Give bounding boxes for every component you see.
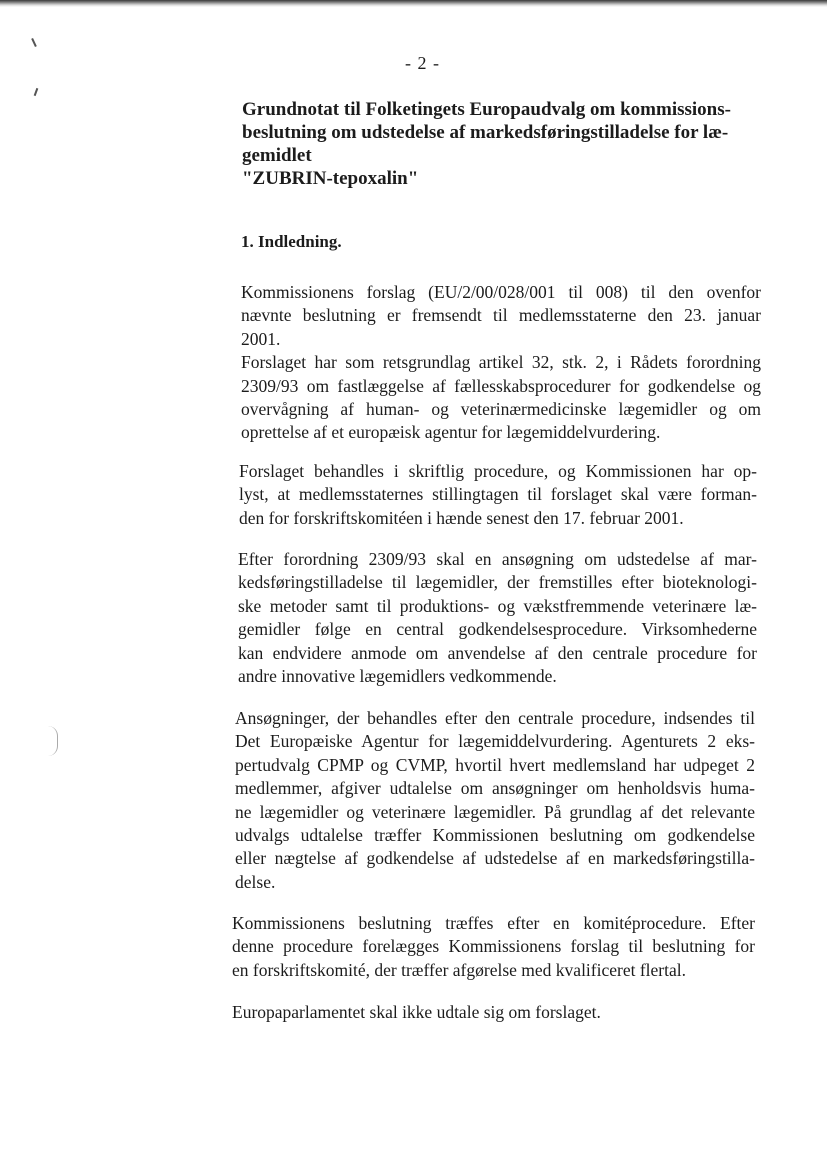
paragraph-proposal	[241, 281, 761, 445]
paragraph-line: 2001.	[241, 328, 281, 349]
paragraph-regulation	[238, 548, 757, 688]
paragraph-line: kan endvidere anmode om anvendelse af den centrale procedure for	[238, 642, 757, 663]
paragraph-line: denne procedure forelægges Kommissionens forslag til beslutning for	[232, 936, 755, 957]
section-heading: 1. Indledning.	[241, 232, 342, 251]
title-line: beslutning om udstedelse af markedsføringstilladelse for læ-	[242, 122, 729, 143]
title-line: "ZUBRIN-tepoxalin"	[242, 168, 419, 189]
paragraph-line: 2309/93 om fastlæggelse af fællesskabsprocedurer for godkendelse og	[241, 375, 761, 396]
document-title	[242, 98, 767, 190]
paragraph-committee	[232, 912, 755, 982]
paragraph-line: gemidler følge en central godkendelsesprocedure. Virksomhederne	[238, 619, 757, 640]
paragraph-line: udvalgs udtalelse træffer Kommissionen beslutning om godkendelse	[235, 825, 755, 846]
title-line: gemidlet	[242, 145, 312, 166]
paragraph-line: Kommissionens beslutning træffes efter en komitéprocedure. Efter	[232, 913, 755, 933]
paragraph-line: overvågning af human- og veterinærmedicinske lægemidler og om	[241, 399, 761, 420]
paragraph-line: ne lægemidler og veterinære lægemidler. På grundlag af det relevante	[235, 801, 755, 822]
paragraph-line: eller nægtelse af godkendelse af udstedelse af en markedsføringstilla-	[235, 848, 755, 869]
paragraph-line: Kommissionens forslag (EU/2/00/028/001 til 008) til den ovenfor	[241, 282, 761, 302]
paragraph-procedure	[239, 460, 757, 530]
margin-mark-bracket	[48, 726, 58, 756]
paragraph-line: kedsføringstilladelse til lægemidler, der fremstilles efter bioteknologi-	[238, 572, 757, 593]
paragraph-line: andre innovative lægemidlers vedkommende.	[238, 666, 557, 687]
paragraph-line: den for forskriftskomitéen i hænde senest den 17. februar 2001.	[239, 507, 684, 528]
paragraph-line: lyst, at medlemsstaternes stillingtagen til forslaget skal være forman-	[239, 484, 757, 505]
paragraph-line: medlemmer, afgiver udtalelse om ansøgninger om henholdsvis huma-	[235, 778, 755, 799]
paragraph-line: nævnte beslutning er fremsendt til medlemsstaterne den 23. januar	[241, 305, 761, 326]
paragraph-line: pertudvalg CPMP og CVMP, hvortil hvert medlemsland har udpeget 2	[235, 754, 755, 775]
paragraph-line: Efter forordning 2309/93 skal en ansøgning om udstedelse af mar-	[238, 549, 757, 569]
paragraph-line: Forslaget behandles i skriftlig procedure, og Kommissionen har op-	[239, 461, 757, 481]
paragraph-parliament	[232, 1001, 752, 1024]
scan-top-edge	[0, 0, 827, 7]
paragraph-line: en forskriftskomité, der træffer afgørelse med kvalificeret flertal.	[232, 959, 687, 980]
paragraph-line: Europaparlamentet skal ikke udtale sig om forslaget.	[232, 1002, 601, 1022]
paragraph-line: Det Europæiske Agentur for lægemiddelvurdering. Agenturets 2 eks-	[235, 731, 755, 752]
page-number: - 2 -	[405, 53, 440, 73]
paragraph-line: delse.	[235, 871, 276, 892]
margin-mark-lower	[34, 88, 39, 96]
paragraph-line: Ansøgninger, der behandles efter den centrale procedure, indsendes til	[235, 708, 755, 728]
paragraph-line: Forslaget har som retsgrundlag artikel 32, stk. 2, i Rådets forordning	[241, 352, 761, 373]
paragraph-line: ske metoder samt til produktions- og vækstfremmende veterinære læ-	[238, 595, 757, 616]
title-line: Grundnotat til Folketingets Europaudvalg om kommissions-	[242, 99, 731, 120]
paragraph-applications	[235, 707, 755, 894]
paragraph-line: oprettelse af et europæisk agentur for lægemiddelvurdering.	[241, 422, 661, 443]
margin-mark-upper	[31, 38, 37, 47]
